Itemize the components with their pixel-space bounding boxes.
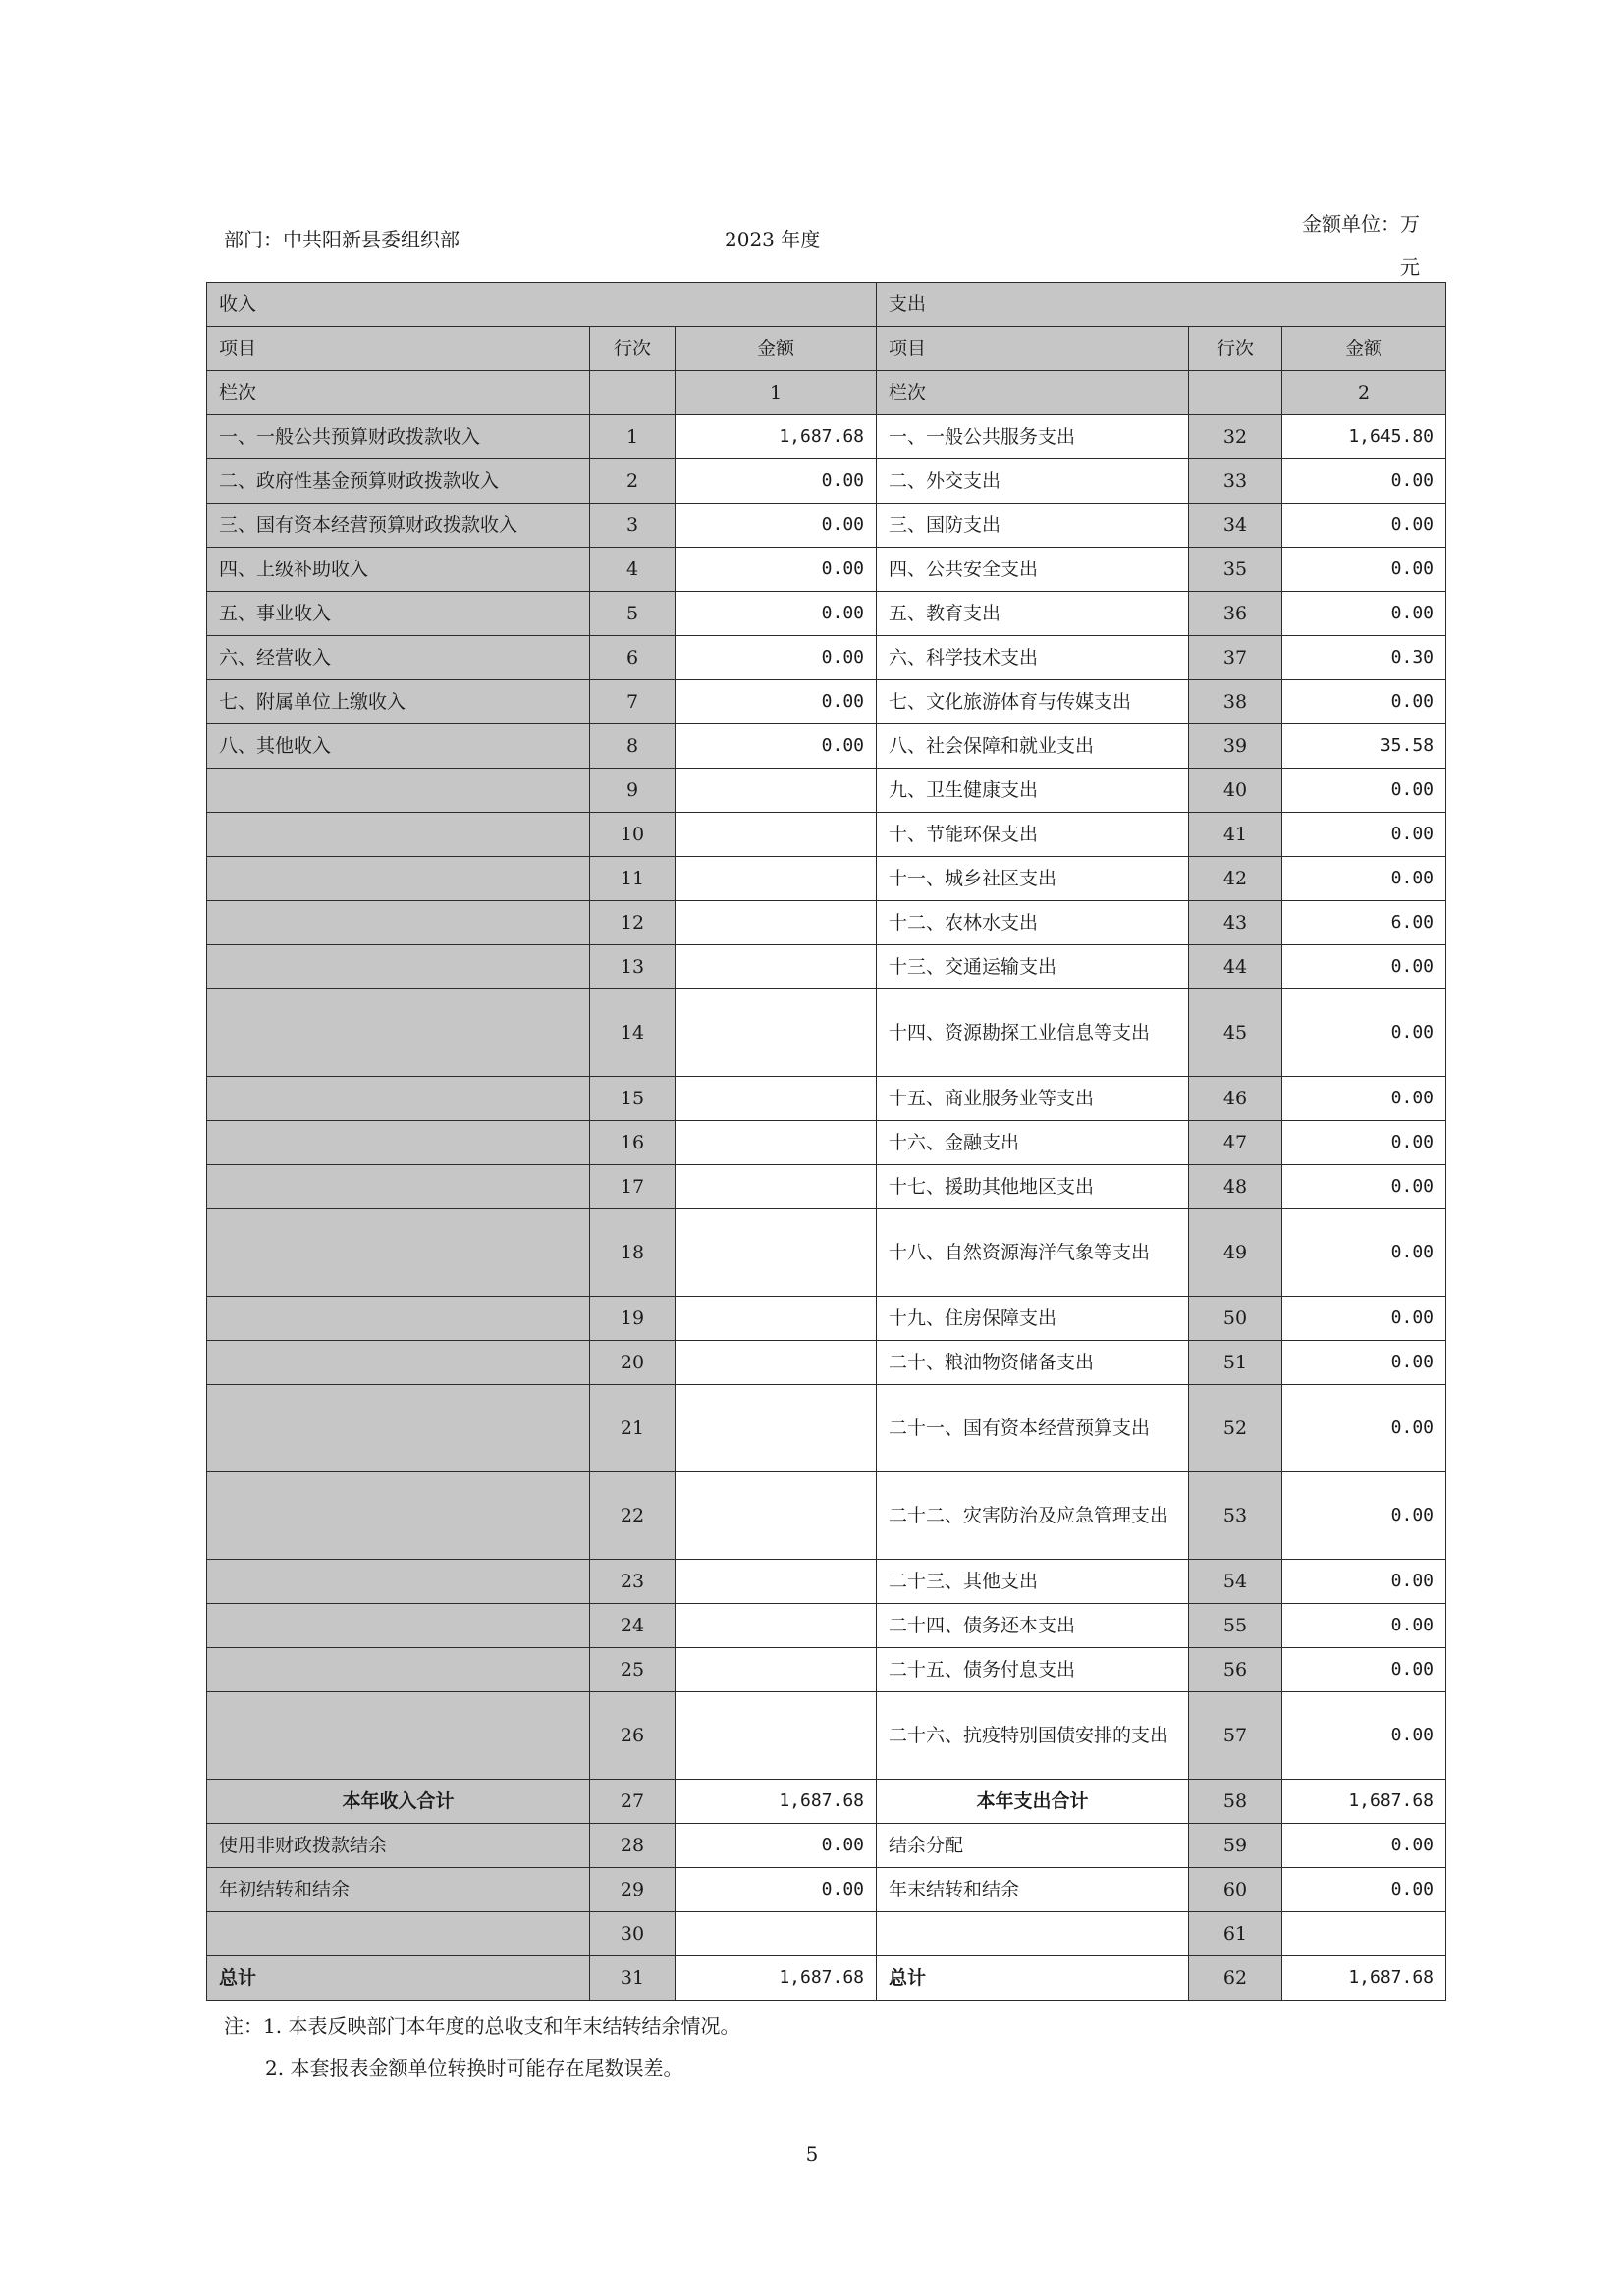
expense-row-number-cell: 32: [1189, 415, 1282, 459]
expense-row-number-cell: 33: [1189, 459, 1282, 504]
data-row: [207, 1165, 1446, 1209]
expense-section-header: 支出: [877, 283, 1446, 327]
expense-amount-cell: 35.58: [1282, 724, 1446, 769]
income-item-cell: [207, 901, 590, 945]
expense-amount-cell: 1,687.68: [1282, 1780, 1446, 1824]
income-row-number-cell: 12: [590, 901, 676, 945]
income-index-number: 1: [676, 371, 877, 415]
income-amount-cell: 0.00: [676, 504, 877, 548]
income-amount-cell: [676, 1472, 877, 1560]
expense-row-number-cell: 34: [1189, 504, 1282, 548]
income-row-number-cell: 28: [590, 1824, 676, 1868]
expense-row-number-cell: 52: [1189, 1385, 1282, 1472]
expense-item-cell: 二、外交支出: [877, 459, 1189, 504]
expense-row-number-cell: 48: [1189, 1165, 1282, 1209]
expense-item-cell: 结余分配: [877, 1824, 1189, 1868]
expense-amount-cell: 0.00: [1282, 1297, 1446, 1341]
income-amount-cell: [676, 857, 877, 901]
data-row: [207, 1077, 1446, 1121]
income-row-number-cell: 25: [590, 1648, 676, 1692]
expense-amount-cell: 0.00: [1282, 1868, 1446, 1912]
expense-item-cell: 四、公共安全支出: [877, 548, 1189, 592]
income-item-cell: [207, 989, 590, 1077]
income-amount-cell: 0.00: [676, 636, 877, 680]
income-item-cell: 年初结转和结余: [207, 1868, 590, 1912]
expense-row-number-cell: 55: [1189, 1604, 1282, 1648]
data-row: [207, 1648, 1446, 1692]
amount-unit-label: 金额单位：万元: [1302, 212, 1420, 279]
income-amount-cell: [676, 813, 877, 857]
expense-item-cell: 一、一般公共服务支出: [877, 415, 1189, 459]
income-expense-table: [206, 282, 1446, 2001]
expense-row-number-cell: 54: [1189, 1560, 1282, 1604]
income-item-cell: [207, 945, 590, 989]
income-item-cell: 四、上级补助收入: [207, 548, 590, 592]
income-row-number-cell: 29: [590, 1868, 676, 1912]
data-row: [207, 1560, 1446, 1604]
data-row: [207, 415, 1446, 459]
expense-amount-cell: 0.00: [1282, 1077, 1446, 1121]
income-row-number-cell: 26: [590, 1692, 676, 1780]
income-amount-cell: [676, 1121, 877, 1165]
expense-item-cell: [877, 1912, 1189, 1956]
expense-item-cell: 年末结转和结余: [877, 1868, 1189, 1912]
income-item-cell: [207, 1077, 590, 1121]
fiscal-year-label: 2023 年度: [725, 228, 821, 251]
expense-amount-cell: 0.00: [1282, 1209, 1446, 1297]
expense-row-number-cell: 47: [1189, 1121, 1282, 1165]
income-row-number-cell: 20: [590, 1341, 676, 1385]
column-index-row: [207, 371, 1446, 415]
expense-item-cell: 十九、住房保障支出: [877, 1297, 1189, 1341]
data-row: [207, 1385, 1446, 1472]
data-row: [207, 636, 1446, 680]
bottom-row: [207, 1912, 1446, 1956]
income-item-cell: [207, 1472, 590, 1560]
income-amount-cell: [676, 1077, 877, 1121]
expense-row-number-cell: 51: [1189, 1341, 1282, 1385]
expense-amount-cell: 0.00: [1282, 1341, 1446, 1385]
data-row: [207, 901, 1446, 945]
expense-amount-cell: [1282, 1912, 1446, 1956]
expense-row-number-cell: 60: [1189, 1868, 1282, 1912]
income-item-cell: 五、事业收入: [207, 592, 590, 636]
expense-amount-cell: 0.00: [1282, 459, 1446, 504]
income-row-number-cell: 3: [590, 504, 676, 548]
income-row-number-cell: 17: [590, 1165, 676, 1209]
expense-row-number-cell: 61: [1189, 1912, 1282, 1956]
income-item-cell: 八、其他收入: [207, 724, 590, 769]
income-item-cell: 总计: [207, 1956, 590, 2001]
data-row: [207, 1121, 1446, 1165]
expense-amount-cell: 0.00: [1282, 1604, 1446, 1648]
expense-item-cell: 二十六、抗疫特别国债安排的支出: [877, 1692, 1189, 1780]
income-row-number-cell: 27: [590, 1780, 676, 1824]
expense-amount-cell: 1,687.68: [1282, 1956, 1446, 2001]
income-amount-cell: [676, 1648, 877, 1692]
expense-row-number-cell: 42: [1189, 857, 1282, 901]
income-row-number-cell: 15: [590, 1077, 676, 1121]
column-header-row: [207, 327, 1446, 371]
income-amount-cell: [676, 1165, 877, 1209]
income-item-cell: [207, 813, 590, 857]
expense-amount-cell: 6.00: [1282, 901, 1446, 945]
income-amount-cell: [676, 1692, 877, 1780]
expense-item-cell: 十五、商业服务业等支出: [877, 1077, 1189, 1121]
expense-item-cell: 三、国防支出: [877, 504, 1189, 548]
expense-row-number-cell: 45: [1189, 989, 1282, 1077]
income-item-cell: [207, 1341, 590, 1385]
expense-row-number-cell: 36: [1189, 592, 1282, 636]
data-row: [207, 857, 1446, 901]
expense-index-label: 栏次: [877, 371, 1189, 415]
expense-row-number-cell: 62: [1189, 1956, 1282, 2001]
income-amount-cell: 0.00: [676, 1824, 877, 1868]
expense-item-cell: 十六、金融支出: [877, 1121, 1189, 1165]
income-amount-cell: [676, 1385, 877, 1472]
total-row: [207, 1780, 1446, 1824]
expense-row-number-cell: 59: [1189, 1824, 1282, 1868]
expense-row-number-cell: 37: [1189, 636, 1282, 680]
expense-row-number-cell: 56: [1189, 1648, 1282, 1692]
expense-item-cell: 本年支出合计: [877, 1780, 1189, 1824]
income-amount-cell: 0.00: [676, 592, 877, 636]
data-row: [207, 769, 1446, 813]
income-item-cell: [207, 1165, 590, 1209]
income-row-number-cell: 7: [590, 680, 676, 724]
income-index-label: 栏次: [207, 371, 590, 415]
grand-total-row: [207, 1956, 1446, 2001]
income-amount-cell: 1,687.68: [676, 1780, 877, 1824]
expense-item-cell: 十四、资源勘探工业信息等支出: [877, 989, 1189, 1077]
income-amount-cell: 0.00: [676, 1868, 877, 1912]
income-item-cell: 七、附属单位上缴收入: [207, 680, 590, 724]
income-amount-cell: [676, 945, 877, 989]
expense-item-cell: 六、科学技术支出: [877, 636, 1189, 680]
section-header-row: [207, 283, 1446, 327]
income-amount-cell: 0.00: [676, 680, 877, 724]
expense-row-number-cell: 57: [1189, 1692, 1282, 1780]
expense-amount-cell: 0.00: [1282, 1692, 1446, 1780]
expense-index-blank: [1189, 371, 1282, 415]
income-row-number-cell: 9: [590, 769, 676, 813]
income-row-number-cell: 6: [590, 636, 676, 680]
data-row: [207, 504, 1446, 548]
expense-row-number-cell: 38: [1189, 680, 1282, 724]
expense-item-cell: 十、节能环保支出: [877, 813, 1189, 857]
income-row-number-cell: 23: [590, 1560, 676, 1604]
footnote-2: 2. 本套报表金额单位转换时可能存在尾数误差。: [265, 2056, 683, 2080]
expense-amount-cell: 0.00: [1282, 813, 1446, 857]
income-row-number-cell: 13: [590, 945, 676, 989]
expense-amount-cell: 1,645.80: [1282, 415, 1446, 459]
expense-item-cell: 十八、自然资源海洋气象等支出: [877, 1209, 1189, 1297]
expense-amount-cell: 0.00: [1282, 1165, 1446, 1209]
income-item-cell: 六、经营收入: [207, 636, 590, 680]
income-row-number-cell: 14: [590, 989, 676, 1077]
income-item-cell: [207, 1692, 590, 1780]
expense-amount-cell: 0.00: [1282, 1824, 1446, 1868]
income-item-cell: [207, 1297, 590, 1341]
bottom-row: [207, 1824, 1446, 1868]
expense-item-cell: 二十三、其他支出: [877, 1560, 1189, 1604]
income-row-number-cell: 19: [590, 1297, 676, 1341]
expense-row-number-cell: 53: [1189, 1472, 1282, 1560]
footnote-1: 注：1. 本表反映部门本年度的总收支和年末结转结余情况。: [224, 2014, 740, 2038]
expense-item-cell: 五、教育支出: [877, 592, 1189, 636]
expense-item-header: 项目: [877, 327, 1189, 371]
data-row: [207, 724, 1446, 769]
income-amount-cell: 1,687.68: [676, 415, 877, 459]
income-amount-cell: [676, 1209, 877, 1297]
income-amount-cell: [676, 989, 877, 1077]
expense-row-number-cell: 50: [1189, 1297, 1282, 1341]
data-row: [207, 1209, 1446, 1297]
data-row: [207, 1341, 1446, 1385]
income-amount-cell: 0.00: [676, 548, 877, 592]
income-item-cell: 本年收入合计: [207, 1780, 590, 1824]
expense-row-number-cell: 46: [1189, 1077, 1282, 1121]
income-amount-cell: 0.00: [676, 459, 877, 504]
expense-amount-header: 金额: [1282, 327, 1446, 371]
income-amount-cell: [676, 1912, 877, 1956]
expense-item-cell: 八、社会保障和就业支出: [877, 724, 1189, 769]
income-amount-header: 金额: [676, 327, 877, 371]
expense-row-number-cell: 41: [1189, 813, 1282, 857]
income-amount-cell: [676, 901, 877, 945]
income-item-cell: [207, 1209, 590, 1297]
data-row: [207, 680, 1446, 724]
income-item-header: 项目: [207, 327, 590, 371]
expense-index-number: 2: [1282, 371, 1446, 415]
income-item-cell: [207, 1560, 590, 1604]
income-row-number-cell: 4: [590, 548, 676, 592]
expense-amount-cell: 0.00: [1282, 1560, 1446, 1604]
expense-item-cell: 二十、粮油物资储备支出: [877, 1341, 1189, 1385]
expense-item-cell: 九、卫生健康支出: [877, 769, 1189, 813]
expense-row-number-cell: 58: [1189, 1780, 1282, 1824]
income-section-header: 收入: [207, 283, 877, 327]
income-row-number-cell: 31: [590, 1956, 676, 2001]
income-amount-cell: 0.00: [676, 724, 877, 769]
expense-item-cell: 十一、城乡社区支出: [877, 857, 1189, 901]
income-row-number-cell: 18: [590, 1209, 676, 1297]
income-item-cell: [207, 1604, 590, 1648]
expense-item-cell: 十二、农林水支出: [877, 901, 1189, 945]
income-row-number-cell: 24: [590, 1604, 676, 1648]
income-amount-cell: [676, 1560, 877, 1604]
expense-item-cell: 二十五、债务付息支出: [877, 1648, 1189, 1692]
expense-item-cell: 十三、交通运输支出: [877, 945, 1189, 989]
income-index-blank: [590, 371, 676, 415]
expense-amount-cell: 0.00: [1282, 504, 1446, 548]
expense-row-number-cell: 40: [1189, 769, 1282, 813]
data-row: [207, 813, 1446, 857]
data-row: [207, 1472, 1446, 1560]
expense-amount-cell: 0.00: [1282, 945, 1446, 989]
income-row-number-cell: 22: [590, 1472, 676, 1560]
income-amount-cell: [676, 1297, 877, 1341]
expense-amount-cell: 0.00: [1282, 769, 1446, 813]
expense-amount-cell: 0.30: [1282, 636, 1446, 680]
data-row: [207, 459, 1446, 504]
data-row: [207, 1604, 1446, 1648]
expense-item-cell: 总计: [877, 1956, 1189, 2001]
bottom-row: [207, 1868, 1446, 1912]
expense-item-cell: 二十四、债务还本支出: [877, 1604, 1189, 1648]
income-item-cell: [207, 1385, 590, 1472]
data-row: [207, 548, 1446, 592]
expense-amount-cell: 0.00: [1282, 1385, 1446, 1472]
income-amount-cell: [676, 769, 877, 813]
expense-amount-cell: 0.00: [1282, 680, 1446, 724]
data-row: [207, 592, 1446, 636]
income-item-cell: 二、政府性基金预算财政拨款收入: [207, 459, 590, 504]
data-row: [207, 1692, 1446, 1780]
data-row: [207, 1297, 1446, 1341]
expense-amount-cell: 0.00: [1282, 548, 1446, 592]
expense-amount-cell: 0.00: [1282, 1121, 1446, 1165]
data-row: [207, 989, 1446, 1077]
income-item-cell: [207, 1912, 590, 1956]
income-amount-cell: 1,687.68: [676, 1956, 877, 2001]
income-row-number-cell: 5: [590, 592, 676, 636]
income-item-cell: 三、国有资本经营预算财政拨款收入: [207, 504, 590, 548]
income-item-cell: [207, 1648, 590, 1692]
income-amount-cell: [676, 1341, 877, 1385]
income-item-cell: [207, 1121, 590, 1165]
income-row-header: 行次: [590, 327, 676, 371]
income-item-cell: 使用非财政拨款结余: [207, 1824, 590, 1868]
expense-item-cell: 十七、援助其他地区支出: [877, 1165, 1189, 1209]
expense-row-number-cell: 35: [1189, 548, 1282, 592]
expense-row-number-cell: 39: [1189, 724, 1282, 769]
expense-row-number-cell: 44: [1189, 945, 1282, 989]
department-label: 部门：中共阳新县委组织部: [224, 228, 460, 251]
expense-item-cell: 二十二、灾害防治及应急管理支出: [877, 1472, 1189, 1560]
income-row-number-cell: 10: [590, 813, 676, 857]
expense-row-header: 行次: [1189, 327, 1282, 371]
expense-item-cell: 七、文化旅游体育与传媒支出: [877, 680, 1189, 724]
expense-item-cell: 二十一、国有资本经营预算支出: [877, 1385, 1189, 1472]
income-item-cell: [207, 857, 590, 901]
income-item-cell: [207, 769, 590, 813]
income-row-number-cell: 21: [590, 1385, 676, 1472]
income-item-cell: 一、一般公共预算财政拨款收入: [207, 415, 590, 459]
expense-amount-cell: 0.00: [1282, 989, 1446, 1077]
expense-row-number-cell: 43: [1189, 901, 1282, 945]
expense-amount-cell: 0.00: [1282, 1472, 1446, 1560]
income-row-number-cell: 16: [590, 1121, 676, 1165]
income-row-number-cell: 8: [590, 724, 676, 769]
page-number: 5: [805, 2142, 819, 2165]
income-row-number-cell: 11: [590, 857, 676, 901]
expense-amount-cell: 0.00: [1282, 1648, 1446, 1692]
expense-amount-cell: 0.00: [1282, 857, 1446, 901]
income-amount-cell: [676, 1604, 877, 1648]
expense-row-number-cell: 49: [1189, 1209, 1282, 1297]
expense-amount-cell: 0.00: [1282, 592, 1446, 636]
data-row: [207, 945, 1446, 989]
income-row-number-cell: 1: [590, 415, 676, 459]
income-row-number-cell: 2: [590, 459, 676, 504]
income-row-number-cell: 30: [590, 1912, 676, 1956]
